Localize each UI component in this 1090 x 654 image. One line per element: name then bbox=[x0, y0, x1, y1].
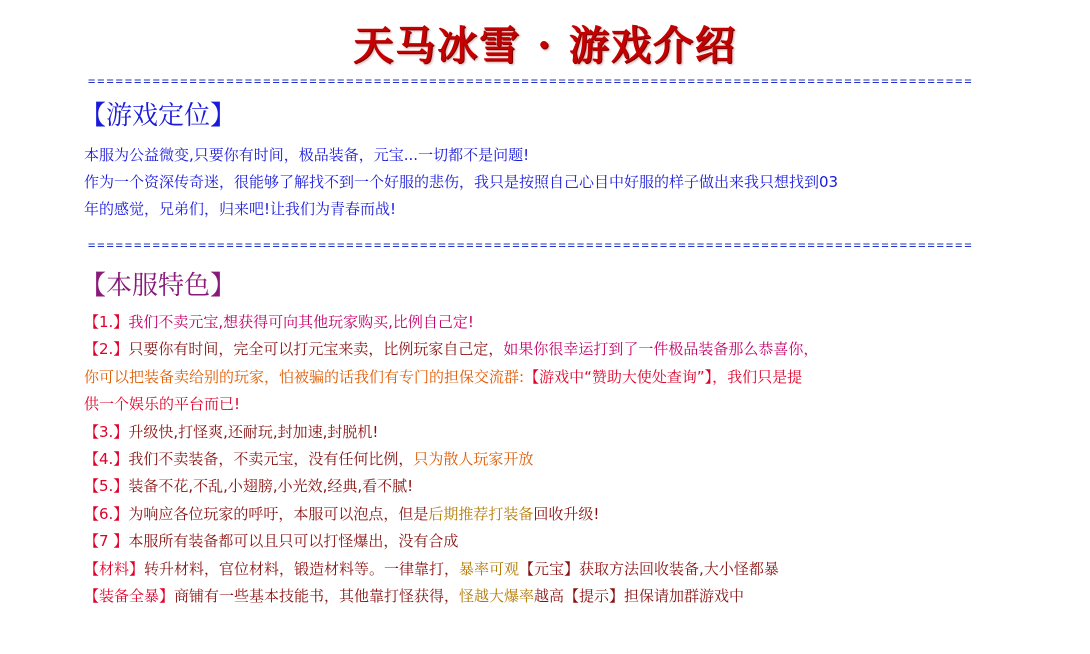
feature-text: 回收升级! bbox=[533, 504, 600, 523]
feature-item-2-cont2 bbox=[84, 391, 1044, 418]
feature-text: 你可以把装备卖给别的玩家，怕被骗的话我们有专门的担保交流群: bbox=[84, 367, 525, 386]
feature-text: 越高【提示】担保请加群游戏中 bbox=[534, 587, 745, 606]
feature-tag: 【材料】 bbox=[84, 559, 145, 578]
divider-middle: ================================================================================================ bbox=[88, 240, 974, 250]
features-list bbox=[84, 309, 1044, 610]
positioning-line-3: 年的感觉，兄弟们，归来吧!让我们为青春而战! bbox=[84, 200, 397, 218]
feature-text: 本服所有装备都可以且只可以打怪爆出，没有合成 bbox=[128, 532, 459, 551]
feature-text: 怪越大爆率 bbox=[459, 587, 535, 606]
positioning-line-1: 本服为公益微变,只要你有时间，极品装备，元宝...一切都不是问题! bbox=[84, 146, 530, 164]
feature-text: 后期推荐打装备 bbox=[428, 504, 534, 523]
feature-text: 我们不卖装备，不卖元宝，没有任何比例， bbox=[128, 450, 414, 469]
feature-item-2-cont bbox=[84, 364, 1044, 391]
feature-tag: 【装备全暴】 bbox=[84, 587, 175, 606]
page-title: 天马冰雪 · 游戏介绍 bbox=[353, 22, 737, 69]
feature-text: 我们不卖元宝,想获得可向其他玩家购买,比例自己定! bbox=[128, 313, 474, 331]
feature-text: 暴率可观 bbox=[459, 559, 520, 578]
feature-text: 只为散人玩家开放 bbox=[413, 450, 534, 469]
feature-text: 如果你很幸运打到了一件极品装备那么恭喜你， bbox=[503, 340, 819, 359]
feature-tag: 【6.】 bbox=[84, 504, 129, 523]
feature-tag: 【5.】 bbox=[84, 477, 129, 496]
feature-text: 【游戏中“赞助大使处查询”】，我们只是提 bbox=[524, 367, 803, 386]
feature-item-7 bbox=[84, 528, 1044, 555]
feature-text: 升级快,打怪爽,还耐玩,封加速,封脱机! bbox=[128, 422, 379, 441]
feature-text: 商铺有一些基本技能书，其他靠打怪获得， bbox=[174, 587, 460, 606]
feature-text: 供一个娱乐的平台而已! bbox=[84, 395, 241, 414]
feature-text: 【元宝】获取方法回收装备,大小怪都暴 bbox=[519, 559, 779, 578]
positioning-paragraph bbox=[84, 142, 1044, 223]
feature-text: 装备不花,不乱,小翅膀,小光效,经典,看不腻! bbox=[128, 477, 414, 496]
positioning-line-2: 作为一个资深传奇迷，很能够了解找不到一个好服的悲伤，我只是按照自己心目中好服的样子做出来我只想找到03 bbox=[84, 173, 839, 191]
feature-item-4 bbox=[84, 446, 1044, 473]
feature-tag: 【4.】 bbox=[84, 450, 129, 469]
feature-text: 为响应各位玩家的呼吁，本服可以泡点，但是 bbox=[128, 504, 429, 523]
feature-text: 转升材料，官位材料，锻造材料等。一律靠打， bbox=[144, 559, 460, 578]
feature-item-5 bbox=[84, 473, 1044, 500]
feature-tag: 【3.】 bbox=[84, 422, 129, 441]
section-heading-features: 【本服特色】 bbox=[80, 271, 237, 301]
divider-top: ================================================================================================ bbox=[88, 76, 974, 86]
feature-item-3 bbox=[84, 419, 1044, 446]
feature-tag: 【7 】 bbox=[84, 532, 129, 551]
feature-tag: 【1.】 bbox=[84, 313, 129, 331]
feature-item-2 bbox=[84, 336, 1044, 363]
section-heading-positioning: 【游戏定位】 bbox=[80, 101, 237, 131]
feature-text: 只要你有时间，完全可以打元宝来卖，比例玩家自己定， bbox=[128, 340, 504, 359]
feature-item-drops bbox=[84, 583, 1044, 610]
feature-item-6 bbox=[84, 501, 1044, 528]
feature-item-materials bbox=[84, 556, 1044, 583]
feature-tag: 【2.】 bbox=[84, 340, 129, 359]
feature-item-1 bbox=[84, 309, 1044, 336]
